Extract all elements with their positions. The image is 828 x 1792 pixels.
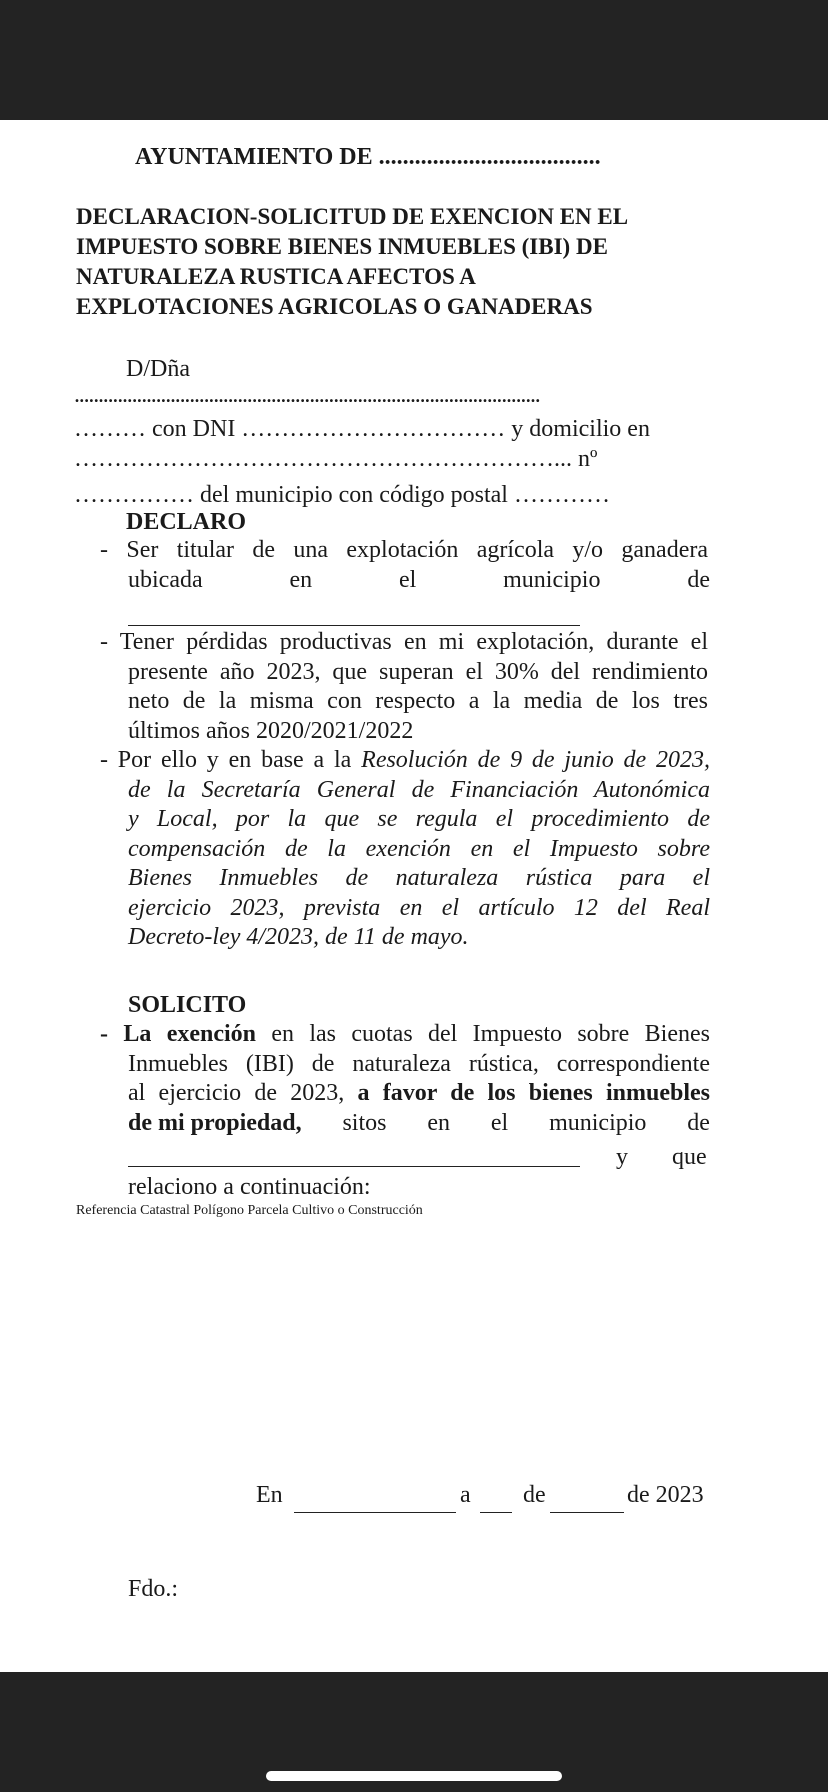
word: el [490,1109,509,1136]
signature-label: Fdo.: [128,1576,179,1602]
ayuntamiento-header: AYUNTAMIENTO DE ..................................... [135,144,601,170]
text-line [100,1020,710,1050]
document-title [76,202,766,322]
word: de [687,567,710,593]
word: en [427,1109,451,1136]
text-line: compensación de la exención en el Impuesto sobre [128,835,710,862]
text-line: de la Secretaría General de Financiación Autonómica [128,776,710,803]
title-line: DECLARACION-SOLICITUD DE EXENCION EN EL [76,204,629,229]
text-bold: a favor de los bienes inmuebles [357,1080,710,1106]
text-line: últimos años 2020/2021/2022 [128,717,414,744]
municipio-blank-2 [128,1166,580,1167]
title-line: IMPUESTO SOBRE BIENES INMUEBLES (IBI) DE [76,234,608,259]
word: de [687,1109,710,1136]
text-italic: Resolución de 9 de junio de 2023, [361,747,711,773]
que-word: que [672,1144,707,1170]
mes-blank [550,1512,624,1513]
text-bold: de mi propiedad, [128,1109,302,1136]
solicito-heading: SOLICITO [128,992,247,1018]
text-line: y Local, por la que se regula el procedimiento de [128,806,710,832]
mes-de-label: de [523,1482,546,1508]
dona-label: D/Dña [126,356,190,382]
word: municipio [503,567,601,593]
title-line: EXPLOTACIONES AGRICOLAS O GANADERAS [76,294,593,319]
solicito-item [100,1020,710,1138]
property-table-header: Referencia Catastral Polígono Parcela Cultivo o Construcción [76,1203,423,1218]
lugar-blank [294,1512,456,1513]
declaro-item-1: - Ser titular de una explotación agrícola y/o ganadera [100,537,708,563]
document-page [0,120,828,1672]
word: sitos [342,1109,387,1136]
text-normal: al ejercicio de 2023, [128,1080,358,1106]
word: ubicada [128,567,203,593]
text-line: Inmuebles (IBI) de naturaleza rústica, correspondiente [128,1050,710,1077]
postal-code-line: …………… del municipio con código postal ………… [74,482,610,508]
top-dark-bar [0,0,828,120]
title-line: NATURALEZA RUSTICA AFECTOS A [76,264,476,289]
word: el [398,567,417,593]
text-normal: en las cuotas del Impuesto sobre Bienes [256,1021,710,1047]
text-line: - Tener pérdidas productivas en mi explotación, durante el [100,629,708,655]
text-line: neto de la misma con respecto a la media de los tres [128,688,708,714]
dia-blank [480,1512,512,1513]
lugar-en-label: En [256,1482,283,1508]
text-line [100,1079,710,1109]
text-line [100,746,710,776]
y-word: y [616,1144,628,1170]
text-line: Bienes Inmuebles de naturaleza rústica para el [128,865,710,891]
text-line: Decreto-ley 4/2023, de 11 de mayo. [128,924,469,950]
text-line [100,1109,710,1139]
dia-a-label: a [460,1482,471,1508]
name-dotted-line: ................................................................................................. [74,382,540,408]
text-line: ejercicio 2023, prevista en el artículo 12 del Real [128,894,710,921]
word: municipio [549,1109,647,1136]
municipio-blank-1 [128,625,580,626]
relaciono-line: relaciono a continuación: [128,1174,371,1200]
text-bold: - La exención [100,1021,257,1047]
declaro-item-2 [100,628,708,746]
text-line: presente año 2023, que superan el 30% del rendimiento [128,658,708,685]
domicilio-line: ……………………………………………………... nº [74,446,598,472]
year-label: de 2023 [627,1482,704,1508]
declaro-item-3 [100,746,710,953]
home-indicator[interactable] [266,1771,562,1781]
word: en [289,567,313,593]
declaro-heading: DECLARO [126,509,247,535]
dni-line: ……… con DNI …………………………… y domicilio en [74,416,650,442]
declaro-item-1-cont [128,567,710,594]
text-normal: - Por ello y en base a la [100,747,362,773]
